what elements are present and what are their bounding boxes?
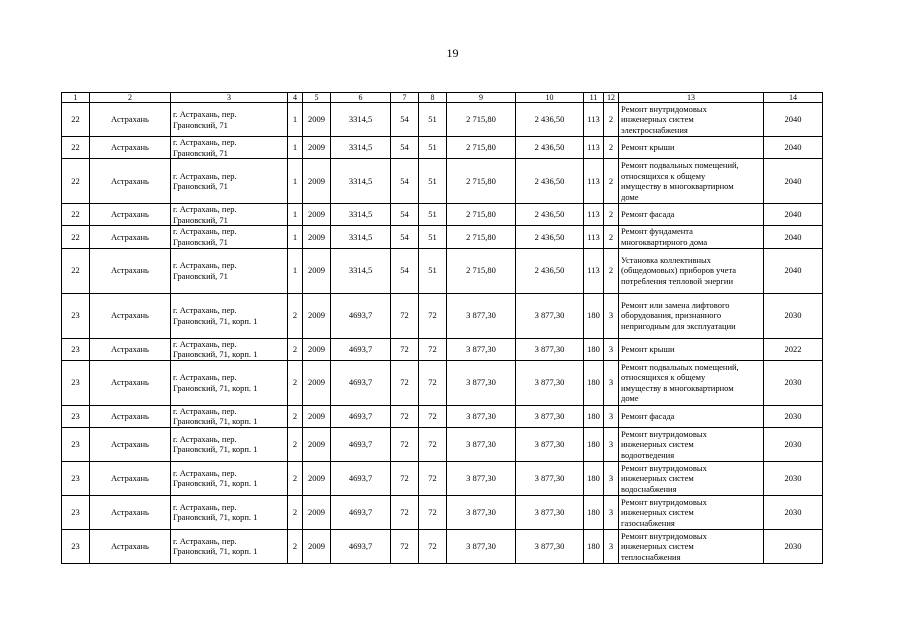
address-cell [171,529,288,563]
address-cell [171,461,288,495]
col9-cell: 3 877,30 [447,360,516,405]
col-num: 12 [604,93,619,103]
address-line: г. Астрахань, пер. [173,501,237,512]
area-cell: 4693,7 [331,405,391,427]
col8-cell: 72 [419,338,447,360]
row-number: 23 [62,529,90,563]
table-row [62,204,823,226]
col4-cell: 1 [288,103,303,137]
col11-cell: 180 [584,405,604,427]
year-cell: 2009 [303,360,331,405]
col12-cell: 2 [604,159,619,204]
table-row [62,137,823,159]
address-line: Грановский, 71 [173,119,228,130]
work-line: (общедомовых) приборов учета [621,265,737,276]
address-line: г. Астрахань, пер. [173,226,237,237]
year-cell: 2009 [303,293,331,338]
row-number: 23 [62,338,90,360]
area-cell: 3314,5 [331,226,391,248]
city-cell: Астрахань [90,159,171,204]
city-cell: Астрахань [90,529,171,563]
year-cell: 2009 [303,338,331,360]
col11-cell: 180 [584,338,604,360]
address-cell [171,427,288,461]
address-line: г. Астрахань, пер. [173,372,237,383]
col8-cell: 72 [419,495,447,529]
work-type-cell [619,103,764,137]
work-line: оборудования, признанного [621,310,722,321]
col4-cell: 1 [288,137,303,159]
col8-cell: 72 [419,405,447,427]
plan-year-cell: 2040 [764,137,823,159]
work-line: газоснабжения [621,517,675,528]
plan-year-cell: 2040 [764,248,823,293]
work-line: Ремонт или замена лифтового [621,299,730,310]
col7-cell: 54 [391,226,419,248]
col11-cell: 113 [584,137,604,159]
col12-cell: 2 [604,204,619,226]
area-cell: 3314,5 [331,204,391,226]
col11-cell: 113 [584,248,604,293]
col10-cell: 3 877,30 [516,293,584,338]
col9-cell: 3 877,30 [447,427,516,461]
work-line: относящихся к общему [621,372,706,383]
address-line: Грановский, 71, корп. 1 [173,349,258,360]
work-line: Ремонт фасада [621,411,675,422]
address-line: г. Астрахань, пер. [173,137,237,147]
col-num: 13 [619,93,764,103]
address-line: Грановский, 71, корп. 1 [173,546,258,557]
col10-cell: 2 436,50 [516,204,584,226]
work-line: Ремонт подвальных помещений, [621,361,739,372]
city-cell: Астрахань [90,495,171,529]
city-cell: Астрахань [90,103,171,137]
work-type-cell [619,248,764,293]
col12-cell: 3 [604,293,619,338]
work-line: имуществу в многоквартирном [621,181,734,192]
col4-cell: 1 [288,248,303,293]
city-cell: Астрахань [90,248,171,293]
work-line: инженерных систем [621,114,694,125]
city-cell: Астрахань [90,137,171,159]
table-row [62,338,823,360]
area-cell: 4693,7 [331,360,391,405]
col10-cell: 3 877,30 [516,427,584,461]
plan-year-cell: 2040 [764,103,823,137]
col9-cell: 2 715,80 [447,137,516,159]
col10-cell: 3 877,30 [516,338,584,360]
work-type-cell [619,461,764,495]
col12-cell: 3 [604,529,619,563]
col10-cell: 3 877,30 [516,461,584,495]
col12-cell: 2 [604,248,619,293]
work-line: Ремонт подвальных помещений, [621,160,739,170]
work-line: Ремонт крыши [621,343,675,354]
city-cell: Астрахань [90,226,171,248]
col11-cell: 113 [584,226,604,248]
col9-cell: 3 877,30 [447,405,516,427]
col11-cell: 180 [584,360,604,405]
row-number: 22 [62,103,90,137]
work-type-cell [619,226,764,248]
address-line: г. Астрахань, пер. [173,467,237,478]
area-cell: 4693,7 [331,338,391,360]
col8-cell: 72 [419,360,447,405]
year-cell: 2009 [303,103,331,137]
area-cell: 3314,5 [331,103,391,137]
area-cell: 3314,5 [331,137,391,159]
work-line: инженерных систем [621,507,694,518]
row-number: 22 [62,226,90,248]
plan-year-cell: 2030 [764,529,823,563]
address-line: Грановский, 71, корп. 1 [173,382,258,393]
city-cell: Астрахань [90,293,171,338]
col12-cell: 3 [604,461,619,495]
city-cell: Астрахань [90,405,171,427]
col8-cell: 51 [419,103,447,137]
row-number: 23 [62,405,90,427]
col11-cell: 180 [584,427,604,461]
plan-year-cell: 2030 [764,360,823,405]
table-row [62,248,823,293]
address-cell [171,248,288,293]
col7-cell: 72 [391,405,419,427]
col9-cell: 2 715,80 [447,159,516,204]
work-line: доме [621,393,639,404]
year-cell: 2009 [303,248,331,293]
repair-schedule-table [61,92,823,564]
col12-cell: 3 [604,427,619,461]
address-cell [171,159,288,204]
plan-year-cell: 2030 [764,461,823,495]
work-line: Ремонт внутридомовых [621,103,707,114]
address-line: Грановский, 71 [173,270,228,281]
col-num: 3 [171,93,288,103]
col8-cell: 72 [419,293,447,338]
col7-cell: 72 [391,338,419,360]
col4-cell: 2 [288,360,303,405]
col4-cell: 2 [288,495,303,529]
address-line: г. Астрахань, пер. [173,108,237,119]
table-row [62,103,823,137]
col7-cell: 72 [391,461,419,495]
area-cell: 4693,7 [331,427,391,461]
col8-cell: 51 [419,137,447,159]
col8-cell: 72 [419,461,447,495]
col-num: 1 [62,93,90,103]
plan-year-cell: 2030 [764,405,823,427]
city-cell: Астрахань [90,360,171,405]
table-row [62,461,823,495]
col7-cell: 72 [391,495,419,529]
work-line: водоотведения [621,449,675,460]
work-type-cell [619,495,764,529]
address-line: г. Астрахань, пер. [173,405,237,416]
work-line: относящихся к общему [621,170,706,181]
work-line: Ремонт внутридомовых [621,428,707,439]
col7-cell: 54 [391,248,419,293]
year-cell: 2009 [303,137,331,159]
row-number: 22 [62,137,90,159]
address-line: г. Астрахань, пер. [173,338,237,349]
work-line: теплоснабжения [621,551,681,562]
col-num: 9 [447,93,516,103]
address-line: Грановский, 71, корп. 1 [173,315,258,326]
year-cell: 2009 [303,495,331,529]
work-type-cell [619,293,764,338]
work-line: инженерных систем [621,439,694,450]
col7-cell: 54 [391,159,419,204]
col7-cell: 72 [391,427,419,461]
row-number: 22 [62,204,90,226]
work-line: потребления тепловой энергии [621,275,733,286]
year-cell: 2009 [303,204,331,226]
row-number: 23 [62,293,90,338]
work-type-cell [619,204,764,226]
address-line: Грановский, 71, корп. 1 [173,416,258,427]
col7-cell: 54 [391,204,419,226]
col9-cell: 3 877,30 [447,293,516,338]
work-line: Установка коллективных [621,254,711,265]
col4-cell: 2 [288,338,303,360]
city-cell: Астрахань [90,204,171,226]
col9-cell: 2 715,80 [447,248,516,293]
col10-cell: 2 436,50 [516,248,584,293]
col12-cell: 2 [604,137,619,159]
city-cell: Астрахань [90,427,171,461]
table-row [62,495,823,529]
work-type-cell [619,405,764,427]
col10-cell: 2 436,50 [516,226,584,248]
address-cell [171,495,288,529]
year-cell: 2009 [303,427,331,461]
address-cell [171,405,288,427]
col4-cell: 1 [288,204,303,226]
col8-cell: 51 [419,204,447,226]
area-cell: 4693,7 [331,495,391,529]
col9-cell: 3 877,30 [447,495,516,529]
col12-cell: 3 [604,495,619,529]
work-type-cell [619,360,764,405]
address-cell [171,103,288,137]
col8-cell: 51 [419,248,447,293]
col4-cell: 2 [288,529,303,563]
address-line: Грановский, 71 [173,181,228,192]
work-type-cell [619,137,764,159]
table-row [62,529,823,563]
col9-cell: 3 877,30 [447,461,516,495]
col-num: 4 [288,93,303,103]
row-number: 23 [62,360,90,405]
work-line: Ремонт фундамента [621,226,693,237]
col11-cell: 180 [584,293,604,338]
table-row [62,159,823,204]
address-cell [171,137,288,159]
col12-cell: 2 [604,103,619,137]
col12-cell: 3 [604,338,619,360]
year-cell: 2009 [303,226,331,248]
col10-cell: 2 436,50 [516,159,584,204]
col4-cell: 1 [288,159,303,204]
col7-cell: 54 [391,137,419,159]
col-num: 14 [764,93,823,103]
col-num: 11 [584,93,604,103]
year-cell: 2009 [303,405,331,427]
work-line: Ремонт внутридомовых [621,530,707,541]
row-number: 23 [62,427,90,461]
col10-cell: 3 877,30 [516,360,584,405]
col-num: 5 [303,93,331,103]
col4-cell: 2 [288,293,303,338]
col10-cell: 3 877,30 [516,405,584,427]
col9-cell: 2 715,80 [447,226,516,248]
col11-cell: 180 [584,495,604,529]
address-line: Грановский, 71 [173,236,228,247]
address-line: Грановский, 71, корп. 1 [173,512,258,523]
address-line: г. Астрахань, пер. [173,433,237,444]
col-num: 6 [331,93,391,103]
row-number: 22 [62,159,90,204]
address-line: г. Астрахань, пер. [173,259,237,270]
work-line: непригодным для эксплуатации [621,320,736,331]
area-cell: 4693,7 [331,293,391,338]
col9-cell: 2 715,80 [447,204,516,226]
work-type-cell [619,529,764,563]
plan-year-cell: 2030 [764,293,823,338]
area-cell: 3314,5 [331,248,391,293]
work-line: Ремонт внутридомовых [621,462,707,473]
col7-cell: 54 [391,103,419,137]
work-line: водоснабжения [621,483,677,494]
col9-cell: 2 715,80 [447,103,516,137]
work-line: Ремонт фасада [621,209,675,220]
col11-cell: 113 [584,103,604,137]
year-cell: 2009 [303,529,331,563]
table-row [62,226,823,248]
city-cell: Астрахань [90,338,171,360]
address-line: г. Астрахань, пер. [173,535,237,546]
city-cell: Астрахань [90,461,171,495]
work-line: Ремонт крыши [621,142,675,153]
col-num: 8 [419,93,447,103]
work-line: доме [621,191,639,202]
work-type-cell [619,338,764,360]
table-row [62,293,823,338]
col10-cell: 2 436,50 [516,103,584,137]
table-row [62,427,823,461]
address-cell [171,293,288,338]
area-cell: 4693,7 [331,461,391,495]
col8-cell: 72 [419,427,447,461]
col11-cell: 180 [584,529,604,563]
year-cell: 2009 [303,159,331,204]
col-num: 7 [391,93,419,103]
work-line: инженерных систем [621,541,694,552]
plan-year-cell: 2030 [764,427,823,461]
col4-cell: 2 [288,427,303,461]
col10-cell: 2 436,50 [516,137,584,159]
table-row [62,360,823,405]
address-cell [171,338,288,360]
area-cell: 4693,7 [331,529,391,563]
col11-cell: 113 [584,159,604,204]
column-number-row [62,93,823,103]
work-type-cell [619,159,764,204]
plan-year-cell: 2040 [764,204,823,226]
col12-cell: 3 [604,360,619,405]
col9-cell: 3 877,30 [447,529,516,563]
col7-cell: 72 [391,293,419,338]
table-row [62,405,823,427]
address-line: г. Астрахань, пер. [173,304,237,315]
year-cell: 2009 [303,461,331,495]
plan-year-cell: 2022 [764,338,823,360]
address-line: Грановский, 71 [173,214,228,225]
col11-cell: 113 [584,204,604,226]
address-line: г. Астрахань, пер. [173,170,237,181]
work-type-cell [619,427,764,461]
col9-cell: 3 877,30 [447,338,516,360]
row-number: 23 [62,461,90,495]
col4-cell: 1 [288,226,303,248]
address-cell [171,360,288,405]
page-number: 19 [446,46,459,60]
col10-cell: 3 877,30 [516,529,584,563]
area-cell: 3314,5 [331,159,391,204]
row-number: 23 [62,495,90,529]
row-number: 22 [62,248,90,293]
address-line: Грановский, 71, корп. 1 [173,444,258,455]
work-line: многоквартирного дома [621,236,708,247]
col10-cell: 3 877,30 [516,495,584,529]
col7-cell: 72 [391,360,419,405]
address-line: Грановский, 71 [173,147,228,158]
plan-year-cell: 2040 [764,159,823,204]
col-num: 2 [90,93,171,103]
col11-cell: 180 [584,461,604,495]
col12-cell: 2 [604,226,619,248]
plan-year-cell: 2030 [764,495,823,529]
col12-cell: 3 [604,405,619,427]
work-line: инженерных систем [621,473,694,484]
plan-year-cell: 2040 [764,226,823,248]
address-cell [171,204,288,226]
work-line: Ремонт внутридомовых [621,496,707,507]
col-num: 10 [516,93,584,103]
col4-cell: 2 [288,405,303,427]
address-cell [171,226,288,248]
col7-cell: 72 [391,529,419,563]
col8-cell: 51 [419,226,447,248]
col8-cell: 72 [419,529,447,563]
work-line: имуществу в многоквартирном [621,382,734,393]
address-line: г. Астрахань, пер. [173,204,237,215]
work-line: электроснабжения [621,124,688,135]
col4-cell: 2 [288,461,303,495]
col8-cell: 51 [419,159,447,204]
address-line: Грановский, 71, корп. 1 [173,478,258,489]
